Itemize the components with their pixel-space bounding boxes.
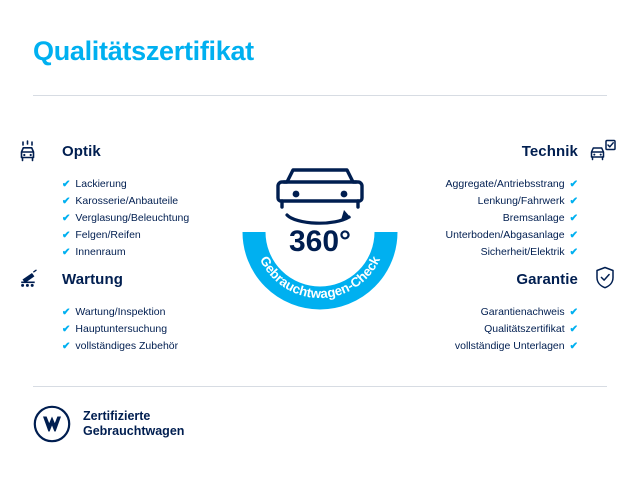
list-item xyxy=(62,227,189,244)
list-item-label: Lenkung/Fahrwerk xyxy=(477,195,565,207)
section-garantie-list xyxy=(455,304,578,355)
check-icon: ✔ xyxy=(62,306,71,318)
check-icon: ✔ xyxy=(62,178,71,190)
check-icon: ✔ xyxy=(62,246,71,258)
car-360-icon xyxy=(278,170,362,223)
section-garantie-title: Garantie xyxy=(516,270,578,288)
section-technik-header xyxy=(522,134,622,168)
section-optik xyxy=(18,134,189,261)
list-item xyxy=(455,321,578,338)
list-item xyxy=(455,304,578,321)
section-optik-header xyxy=(18,134,189,168)
section-technik-list xyxy=(446,176,579,261)
list-item-label: Verglasung/Beleuchtung xyxy=(75,212,190,224)
check-icon: ✔ xyxy=(569,195,578,207)
check-icon: ✔ xyxy=(569,229,578,241)
section-optik-list xyxy=(62,176,189,261)
list-item xyxy=(455,338,578,355)
footer-line-1: Zertifizierte xyxy=(83,409,151,423)
check-icon: ✔ xyxy=(569,178,578,190)
section-wartung xyxy=(18,262,178,355)
list-item-label: Lackierung xyxy=(75,178,127,190)
list-item-label: Aggregate/Antriebsstrang xyxy=(445,178,565,190)
check-icon: ✔ xyxy=(62,323,71,335)
list-item-label: Hauptuntersuchung xyxy=(75,323,168,335)
list-item xyxy=(62,210,189,227)
badge-arc-text: Gebrauchtwagen-Check xyxy=(257,253,383,302)
list-item xyxy=(446,176,579,193)
list-item-label: Qualitätszertifikat xyxy=(484,323,565,335)
list-item-label: Wartung/Inspektion xyxy=(75,306,166,318)
divider-top xyxy=(33,95,607,96)
section-garantie-header xyxy=(516,262,622,296)
check-icon: ✔ xyxy=(62,340,71,352)
list-item xyxy=(446,193,579,210)
list-item-label: Felgen/Reifen xyxy=(75,229,141,241)
section-technik xyxy=(446,134,623,261)
check-badge xyxy=(232,120,408,330)
section-wartung-header xyxy=(18,262,178,296)
list-item xyxy=(62,176,189,193)
section-technik-title: Technik xyxy=(521,142,578,160)
check-icon: ✔ xyxy=(569,306,578,318)
section-optik-title: Optik xyxy=(62,142,101,160)
list-item xyxy=(446,227,579,244)
list-item-label: Sicherheit/Elektrik xyxy=(480,246,565,258)
check-icon: ✔ xyxy=(569,246,578,258)
list-item xyxy=(62,321,178,338)
check-icon: ✔ xyxy=(62,212,71,224)
list-item-label: Innenraum xyxy=(75,246,126,258)
list-item xyxy=(62,244,189,261)
section-garantie xyxy=(455,262,622,355)
maintenance-spray-icon xyxy=(18,262,52,296)
badge-degrees: 360° xyxy=(288,225,352,258)
check-icon: ✔ xyxy=(62,229,71,241)
section-wartung-list xyxy=(62,304,178,355)
list-item-label: Karosserie/Anbauteile xyxy=(75,195,179,207)
section-wartung-title: Wartung xyxy=(62,270,123,288)
list-item-label: Garantienachweis xyxy=(480,306,565,318)
list-item-label: vollständige Unterlagen xyxy=(454,340,565,352)
list-item xyxy=(446,244,579,261)
footer-brand xyxy=(33,405,184,443)
check-icon: ✔ xyxy=(62,195,71,207)
check-icon: ✔ xyxy=(569,323,578,335)
list-item xyxy=(62,193,189,210)
footer-line-2: Gebrauchtwagen xyxy=(83,424,185,438)
list-item-label: vollständiges Zubehör xyxy=(75,340,179,352)
footer-text xyxy=(83,409,184,439)
page-title: Qualitätszertifikat xyxy=(33,36,254,66)
car-checklist-icon xyxy=(588,134,622,168)
check-icon: ✔ xyxy=(569,340,578,352)
list-item-label: Bremsanlage xyxy=(502,212,565,224)
list-item-label: Unterboden/Abgasanlage xyxy=(445,229,565,241)
car-wash-icon xyxy=(18,134,52,168)
divider-bottom xyxy=(33,386,607,387)
vw-logo xyxy=(33,405,71,443)
check-icon: ✔ xyxy=(569,212,578,224)
list-item xyxy=(62,304,178,321)
list-item xyxy=(446,210,579,227)
list-item xyxy=(62,338,178,355)
shield-check-icon xyxy=(588,262,622,296)
